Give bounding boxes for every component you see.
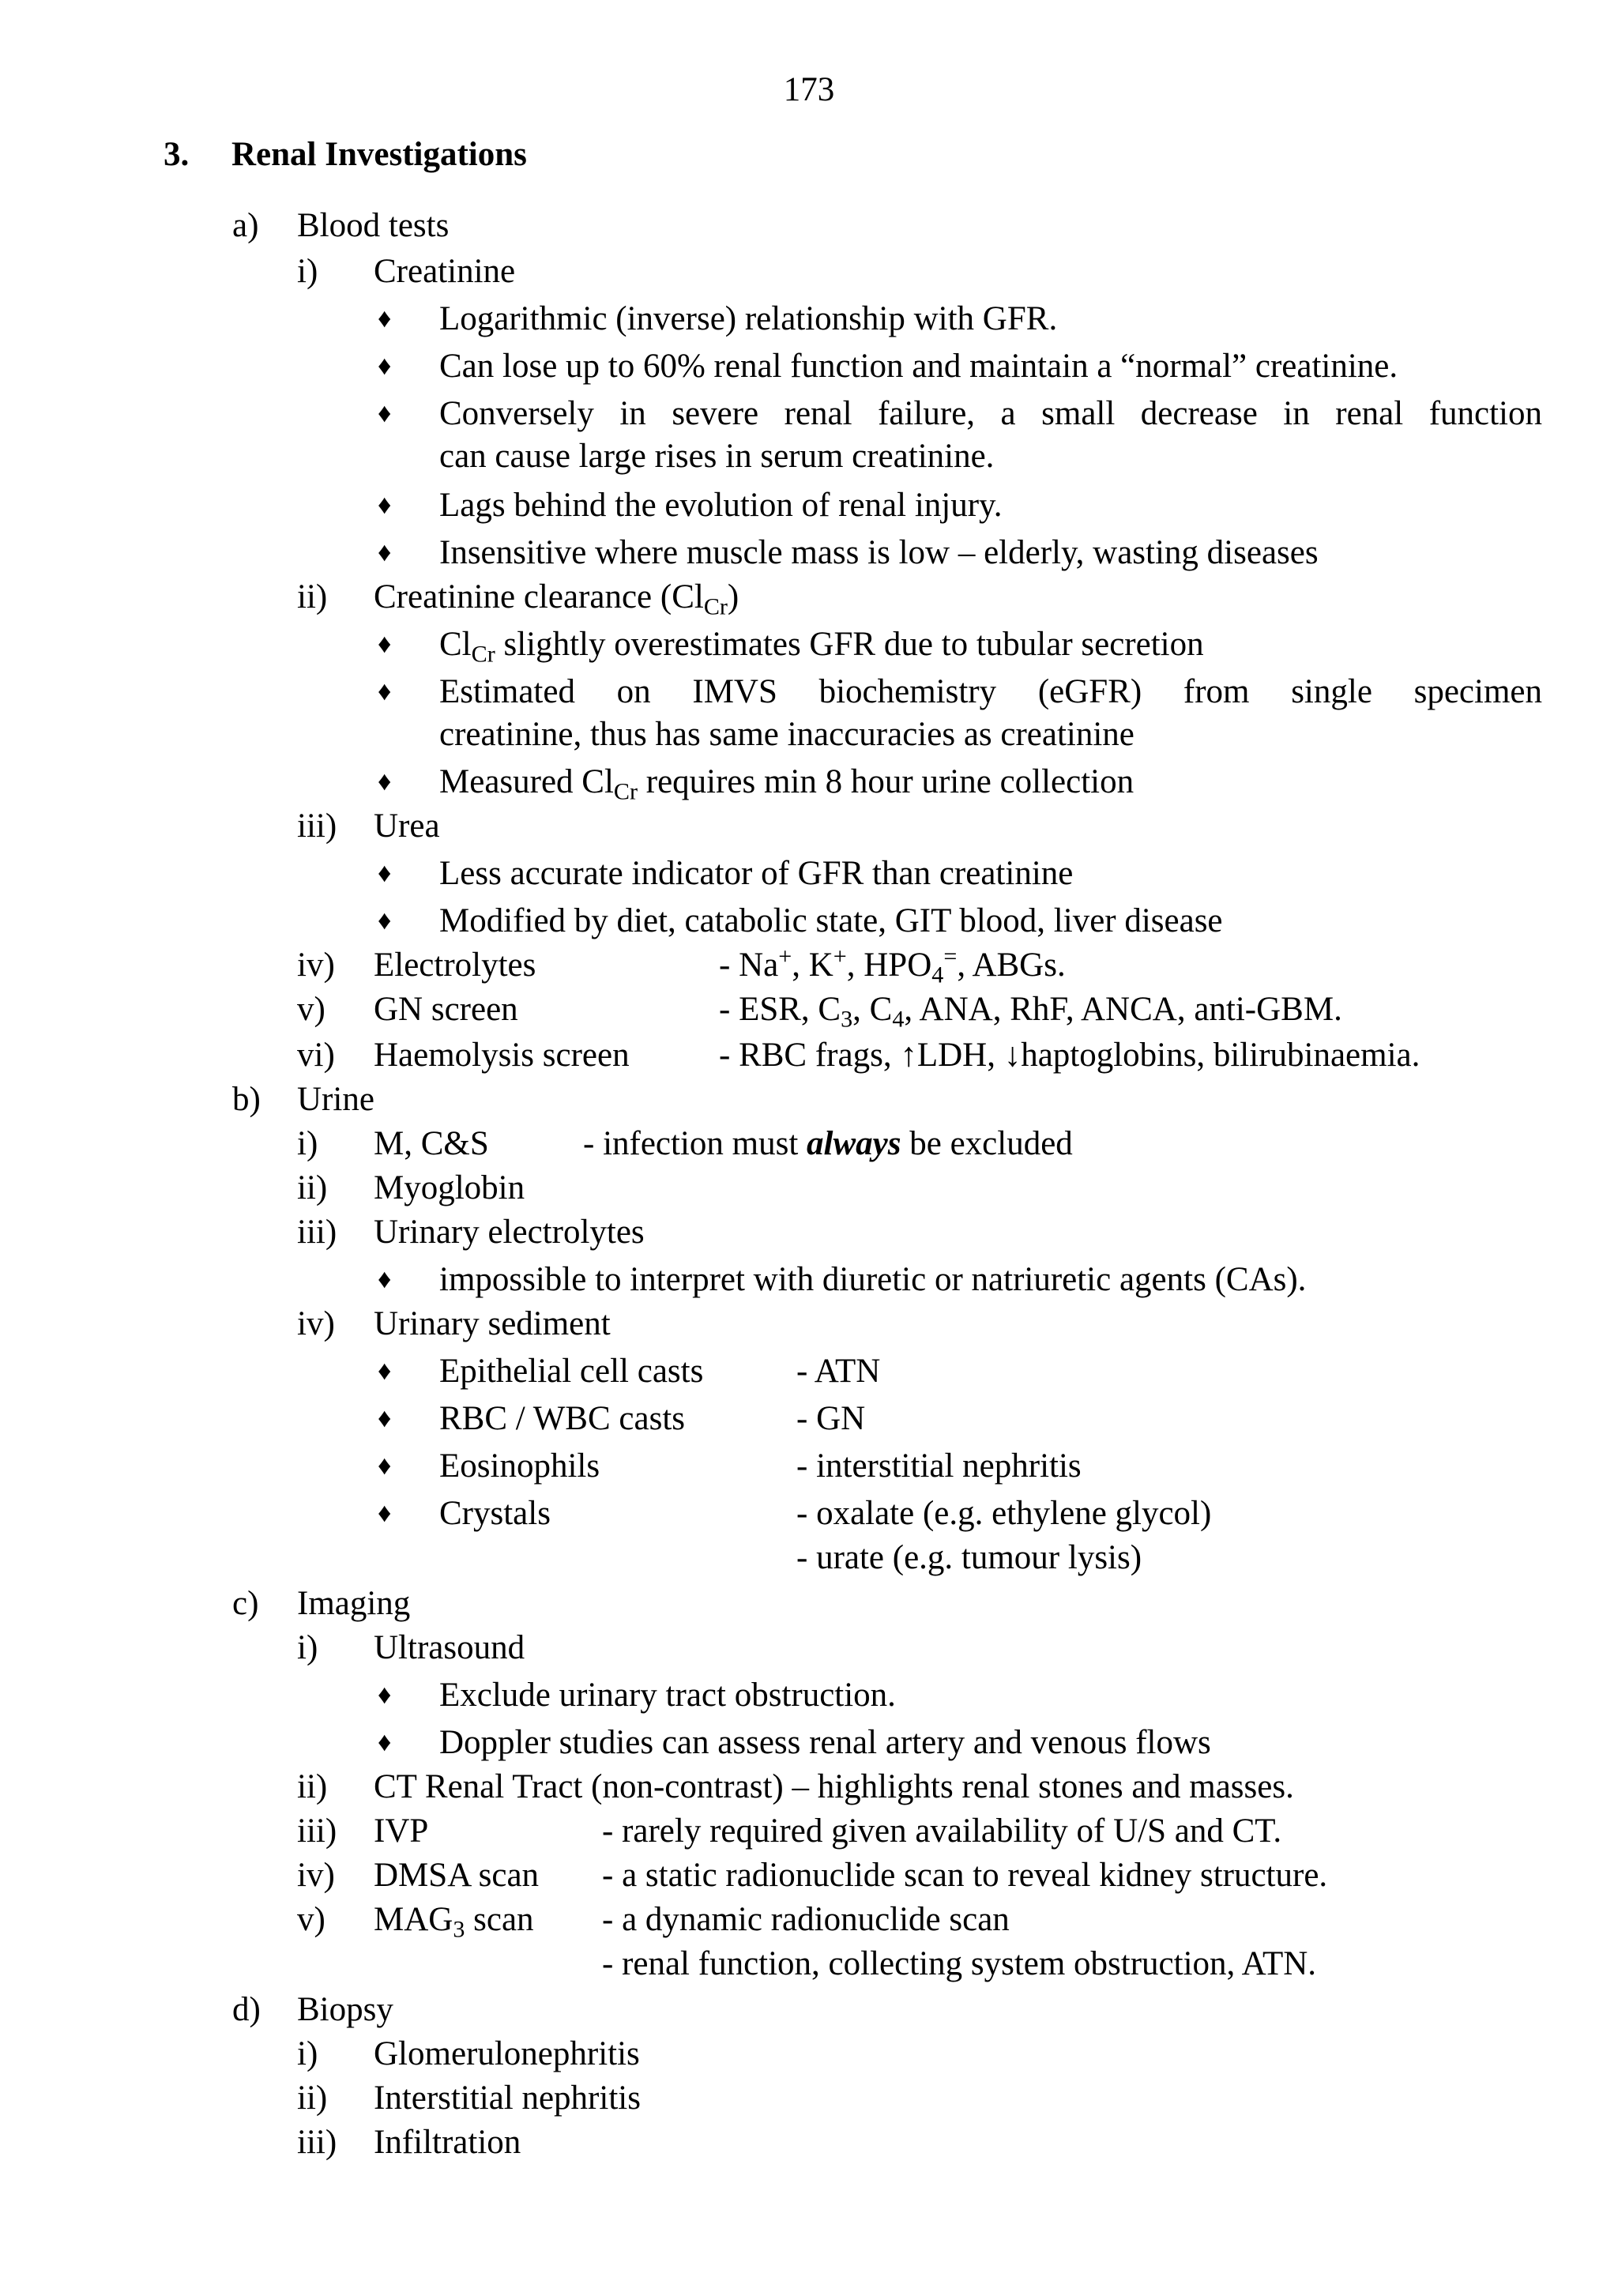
item-label: iv)	[297, 1305, 335, 1342]
bullet-text: Conversely in severe renal failure, a small decrease in renal function	[439, 395, 1542, 432]
subsection-label-b: b)	[232, 1081, 261, 1118]
item-title-haemolysis-screen: Haemolysis screen	[374, 1037, 630, 1074]
bullet-icon: ♦	[378, 1681, 392, 1710]
bullet-icon: ♦	[378, 1499, 392, 1528]
bullet-icon: ♦	[378, 630, 392, 659]
item-label: iii)	[297, 1214, 337, 1251]
section-number: 3.	[164, 136, 190, 173]
item-title-myoglobin: Myoglobin	[374, 1169, 525, 1206]
bullet-text-continuation: can cause large rises in serum creatinine.	[439, 438, 995, 475]
item-label: iii)	[297, 1812, 337, 1850]
bullet-icon: ♦	[378, 491, 392, 520]
up-arrow-icon: ↑	[900, 1037, 917, 1074]
sediment-name: Epithelial cell casts	[439, 1353, 704, 1390]
item-label: i)	[297, 1125, 318, 1162]
subsection-title-a: Blood tests	[297, 207, 450, 244]
item-label: iv)	[297, 1857, 335, 1894]
subsection-label-c: c)	[232, 1585, 259, 1622]
item-title-ultrasound: Ultrasound	[374, 1629, 525, 1666]
bullet-text: Insensitive where muscle mass is low – elderly, wasting diseases	[439, 534, 1319, 571]
item-label: i)	[297, 1629, 318, 1666]
item-title-urinary-electrolytes: Urinary electrolytes	[374, 1214, 645, 1251]
item-label: iii)	[297, 2124, 337, 2161]
bullet-text: $Cl_{Cr}$ slightly overestimates GFR due to tubular secretion	[439, 626, 1204, 668]
bullet-icon: ♦	[378, 859, 392, 888]
item-title-mcs: M, C&S	[374, 1125, 489, 1162]
item-label: v)	[297, 1901, 325, 1938]
item-label: ii)	[297, 2080, 328, 2117]
item-text: Interstitial nephritis	[374, 2080, 641, 2117]
bullet-text: Less accurate indicator of GFR than creatinine	[439, 855, 1074, 892]
bullet-text: Doppler studies can assess renal artery and venous flows	[439, 1724, 1211, 1761]
section-title: Renal Investigations	[231, 136, 527, 173]
subsection-label-d: d)	[232, 1991, 261, 2028]
ivp-description: - rarely required given availability of U/S and CT.	[602, 1812, 1282, 1850]
dmsa-description: - a static radionuclide scan to reveal kidney structure.	[602, 1857, 1328, 1894]
gn-screen-description: - ESR, $C_3$, $C_4$, ANA, RhF, ANCA, anti-GBM.	[719, 991, 1342, 1033]
item-title-dmsa: DMSA scan	[374, 1857, 540, 1894]
bullet-icon: ♦	[378, 1404, 392, 1433]
bullet-text: Logarithmic (inverse) relationship with GFR.	[439, 300, 1058, 337]
item-label: i)	[297, 2035, 318, 2072]
electrolytes-description: - Na+, K+, $HPO_4^=$, ABGs.	[719, 942, 1066, 988]
item-text: Glomerulonephritis	[374, 2035, 640, 2072]
mcs-description: - infection must always be excluded	[583, 1125, 1073, 1162]
sediment-name: Crystals	[439, 1495, 551, 1532]
bullet-icon: ♦	[378, 1451, 392, 1481]
item-label: ii)	[297, 1169, 328, 1206]
item-title-gn-screen: GN screen	[374, 991, 518, 1028]
sediment-desc: - interstitial nephritis	[796, 1447, 1082, 1485]
haemolysis-description: - RBC frags, ↑LDH, ↓haptoglobins, bilirubinaemia.	[719, 1037, 1420, 1074]
item-label: iv)	[297, 947, 335, 984]
item-title-mag3: $MAG_3$ scan	[374, 1901, 534, 1943]
subsection-title-d: Biopsy	[297, 1991, 393, 2028]
bullet-text: impossible to interpret with diuretic or natriuretic agents (CAs).	[439, 1261, 1307, 1298]
subsection-title-b: Urine	[297, 1081, 374, 1118]
item-title-ivp: IVP	[374, 1812, 429, 1850]
bullet-text: Estimated on IMVS biochemistry (eGFR) from single specimen	[439, 673, 1542, 710]
item-title-creatinine: Creatinine	[374, 253, 516, 290]
bullet-icon: ♦	[378, 1265, 392, 1294]
item-label: i)	[297, 253, 318, 290]
item-text: Infiltration	[374, 2124, 521, 2161]
item-label: ii)	[297, 1768, 328, 1805]
down-arrow-icon: ↓	[1003, 1037, 1022, 1074]
bullet-icon: ♦	[378, 1728, 392, 1757]
bullet-icon: ♦	[378, 767, 392, 796]
sediment-desc-continuation: - urate (e.g. tumour lysis)	[796, 1539, 1142, 1576]
sediment-desc: - GN	[796, 1400, 866, 1437]
bullet-icon: ♦	[378, 304, 392, 333]
subsection-title-c: Imaging	[297, 1585, 411, 1622]
item-title-urinary-sediment: Urinary sediment	[374, 1305, 611, 1342]
item-text-ct: CT Renal Tract (non-contrast) – highlights renal stones and masses.	[374, 1768, 1294, 1805]
item-label: ii)	[297, 578, 328, 615]
page-number: 173	[783, 71, 835, 108]
bullet-text: Can lose up to 60% renal function and maintain a “normal” creatinine.	[439, 348, 1398, 385]
sediment-desc: - ATN	[796, 1353, 881, 1390]
mag3-description: - a dynamic radionuclide scan	[602, 1901, 1010, 1938]
sediment-desc: - oxalate (e.g. ethylene glycol)	[796, 1495, 1212, 1532]
bullet-icon: ♦	[378, 906, 392, 935]
bullet-icon: ♦	[378, 677, 392, 706]
bullet-text: Lags behind the evolution of renal injury.	[439, 487, 1003, 524]
item-label: vi)	[297, 1037, 335, 1074]
bullet-icon: ♦	[378, 1357, 392, 1386]
bullet-text: Exclude urinary tract obstruction.	[439, 1677, 896, 1714]
bullet-text: Modified by diet, catabolic state, GIT blood, liver disease	[439, 902, 1223, 939]
item-title-creatinine-clearance: Creatinine clearance $(Cl_{Cr})$	[374, 578, 739, 620]
item-label: iii)	[297, 807, 337, 845]
item-label: v)	[297, 991, 325, 1028]
bullet-icon: ♦	[378, 352, 392, 381]
sediment-name: Eosinophils	[439, 1447, 600, 1485]
bullet-icon: ♦	[378, 538, 392, 567]
bullet-text: Measured $Cl_{Cr}$ requires min 8 hour urine collection	[439, 763, 1134, 805]
sediment-name: RBC / WBC casts	[439, 1400, 685, 1437]
item-title-urea: Urea	[374, 807, 440, 845]
subsection-label-a: a)	[232, 207, 259, 244]
mag3-description-continuation: - renal function, collecting system obstruction, ATN.	[602, 1945, 1317, 1982]
bullet-text-continuation: creatinine, thus has same inaccuracies as creatinine	[439, 716, 1134, 753]
bullet-icon: ♦	[378, 399, 392, 428]
item-title-electrolytes: Electrolytes	[374, 947, 536, 984]
